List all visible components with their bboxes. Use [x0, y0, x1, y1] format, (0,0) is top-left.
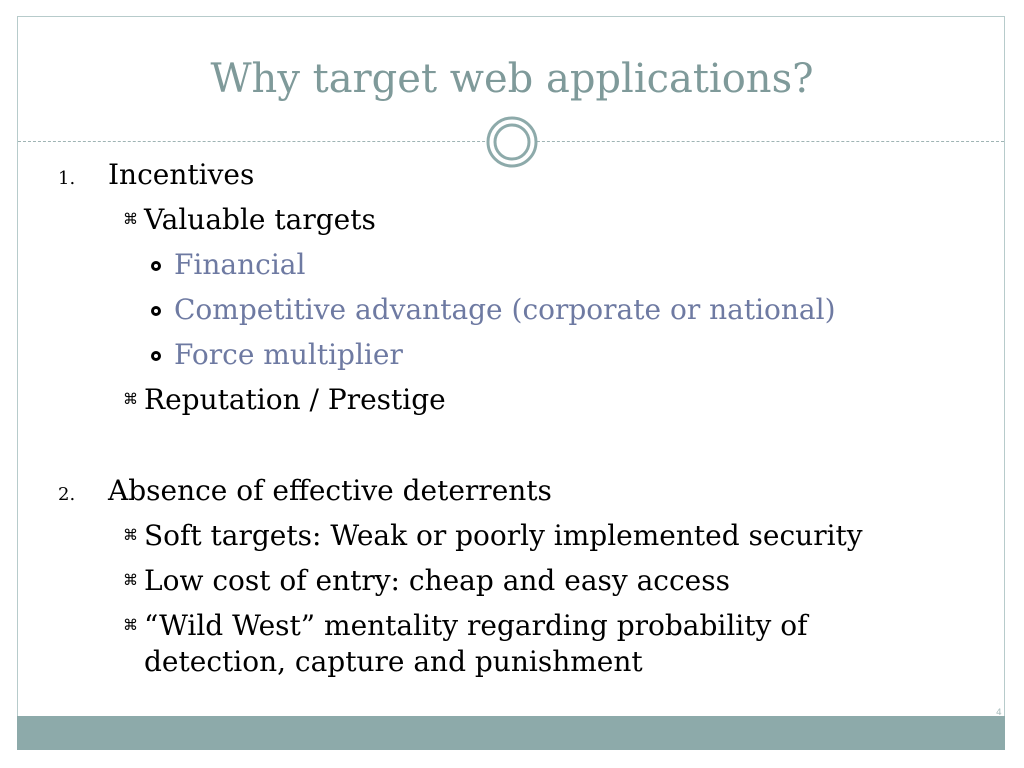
sub-list-item: Force multiplier [174, 338, 403, 371]
list-number: 2. [58, 484, 76, 505]
ring-bullet-icon [151, 306, 161, 316]
section-heading: Absence of effective deterrents [108, 474, 552, 507]
list-item: Low cost of entry: cheap and easy access [144, 564, 730, 597]
ring-bullet-icon [151, 261, 161, 271]
page-number: 4 [996, 708, 1002, 718]
ornament-bullet-icon: ⌘ [123, 571, 138, 589]
sub-list-item: Competitive advantage (corporate or national) [174, 293, 836, 326]
ornament-bullet-icon: ⌘ [123, 210, 138, 228]
ornament-bullet-icon: ⌘ [123, 526, 138, 544]
ring-bullet-icon [151, 351, 161, 361]
footer-bar [17, 716, 1005, 750]
list-item: “Wild West” mentality regarding probability of [144, 609, 808, 642]
double-circle-icon [486, 116, 538, 168]
section-heading: Incentives [108, 158, 255, 191]
ornament-bullet-icon: ⌘ [123, 616, 138, 634]
list-item: Soft targets: Weak or poorly implemented security [144, 519, 863, 552]
list-item: Valuable targets [144, 203, 376, 236]
sub-list-item: Financial [174, 248, 306, 281]
list-number: 1. [58, 168, 76, 189]
ornament-bullet-icon: ⌘ [123, 390, 138, 408]
list-item-continuation: detection, capture and punishment [144, 645, 643, 678]
slide-title: Why target web applications? [210, 56, 814, 102]
list-item: Reputation / Prestige [144, 383, 446, 416]
